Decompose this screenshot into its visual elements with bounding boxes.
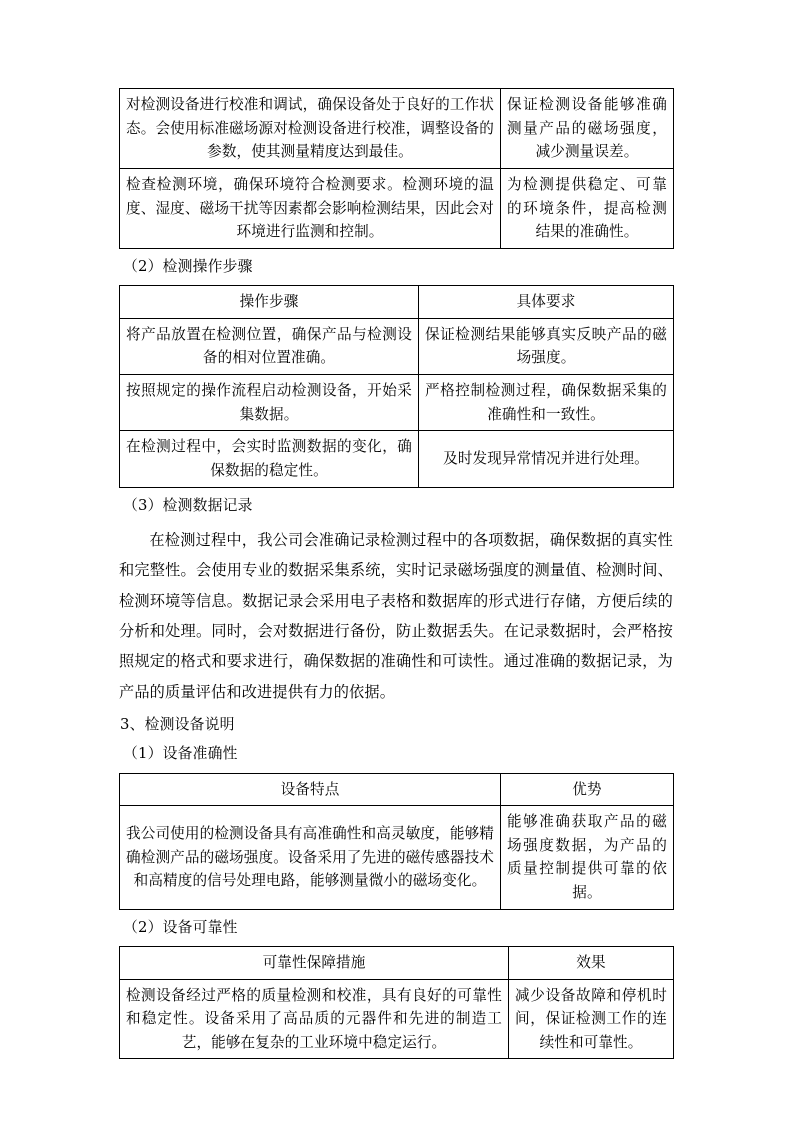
cell-operation-requirement: 及时发现异常情况并进行处理。 bbox=[419, 431, 674, 487]
cell-operation-requirement: 保证检测结果能够真实反映产品的磁场强度。 bbox=[419, 318, 674, 374]
column-header-feature: 设备特点 bbox=[120, 773, 501, 806]
cell-reliability-measure: 检测设备经过严格的质量检测和校准，具有良好的可靠性和稳定性。设备采用了高品质的元器件和先进的制造工艺，能够在复杂的工业环境中稳定运行。 bbox=[120, 979, 509, 1059]
column-header-advantage: 优势 bbox=[501, 773, 674, 806]
column-header-effect: 效果 bbox=[509, 946, 674, 979]
cell-operation-requirement: 严格控制检测过程，确保数据采集的准确性和一致性。 bbox=[419, 374, 674, 430]
table-row bbox=[120, 431, 674, 487]
cell-operation-step: 在检测过程中，会实时监测数据的变化，确保数据的稳定性。 bbox=[120, 431, 419, 487]
table-row bbox=[120, 806, 674, 910]
cell-operation-step: 按照规定的操作流程启动检测设备，开始采集数据。 bbox=[120, 374, 419, 430]
table-row bbox=[120, 374, 674, 430]
table-operation-steps bbox=[119, 285, 674, 487]
cell-preparation-measure: 检查检测环境，确保环境符合检测要求。检测环境的温度、湿度、磁场干扰等因素都会影响检测结果，因此会对环境进行监测和控制。 bbox=[120, 168, 501, 248]
table-equipment-accuracy bbox=[119, 773, 674, 910]
column-header-reliability-measure: 可靠性保障措施 bbox=[120, 946, 509, 979]
heading-equipment-reliability: （2）设备可靠性 bbox=[123, 918, 238, 936]
cell-equipment-feature: 我公司使用的检测设备具有高准确性和高灵敏度，能够精确检测产品的磁场强度。设备采用了先进的磁传感器技术和高精度的信号处理电路，能够测量微小的磁场变化。 bbox=[120, 806, 501, 910]
cell-preparation-purpose: 保证检测设备能够准确测量产品的磁场强度，减少测量误差。 bbox=[501, 89, 674, 169]
heading-section-equipment-description: 3、检测设备说明 bbox=[120, 716, 235, 734]
heading-equipment-accuracy: （1）设备准确性 bbox=[123, 745, 238, 763]
table-row bbox=[120, 89, 674, 169]
table-equipment-reliability bbox=[119, 946, 674, 1060]
cell-preparation-measure: 对检测设备进行校准和调试，确保设备处于良好的工作状态。会使用标准磁场源对检测设备进行校准，调整设备的参数，使其测量精度达到最佳。 bbox=[120, 89, 501, 169]
table-inspection-preparation bbox=[119, 88, 674, 249]
cell-equipment-advantage: 能够准确获取产品的磁场强度数据，为产品的质量控制提供可靠的依据。 bbox=[501, 806, 674, 910]
table-row bbox=[120, 318, 674, 374]
cell-reliability-effect: 减少设备故障和停机时间，保证检测工作的连续性和可靠性。 bbox=[509, 979, 674, 1059]
table-header-row bbox=[120, 773, 674, 806]
cell-preparation-purpose: 为检测提供稳定、可靠的环境条件，提高检测结果的准确性。 bbox=[501, 168, 674, 248]
cell-operation-step: 将产品放置在检测位置，确保产品与检测设备的相对位置准确。 bbox=[120, 318, 419, 374]
paragraph-data-record: 在检测过程中，我公司会准确记录检测过程中的各项数据，确保数据的真实性和完整性。会使用专业的数据采集系统，实时记录磁场强度的测量值、检测时间、检测环境等信息。数据记录会采用电子表格和数据库的形式进行存储，方便后续的分析和处理。同时，会对数据进行备份，防止数据丢失。在记录数据时，会严格按照规定的格式和要求进行，确保数据的准确性和可读性。通过准确的数据记录，为产品的质量评估和改进提供有力的依据。 bbox=[119, 530, 673, 701]
heading-operation-steps: （2）检测操作步骤 bbox=[123, 257, 253, 275]
heading-data-record: （3）检测数据记录 bbox=[123, 496, 253, 514]
column-header-step: 操作步骤 bbox=[120, 286, 419, 319]
table-header-row bbox=[120, 286, 674, 319]
table-header-row bbox=[120, 946, 674, 979]
table-row bbox=[120, 168, 674, 248]
column-header-requirement: 具体要求 bbox=[419, 286, 674, 319]
table-row bbox=[120, 979, 674, 1059]
